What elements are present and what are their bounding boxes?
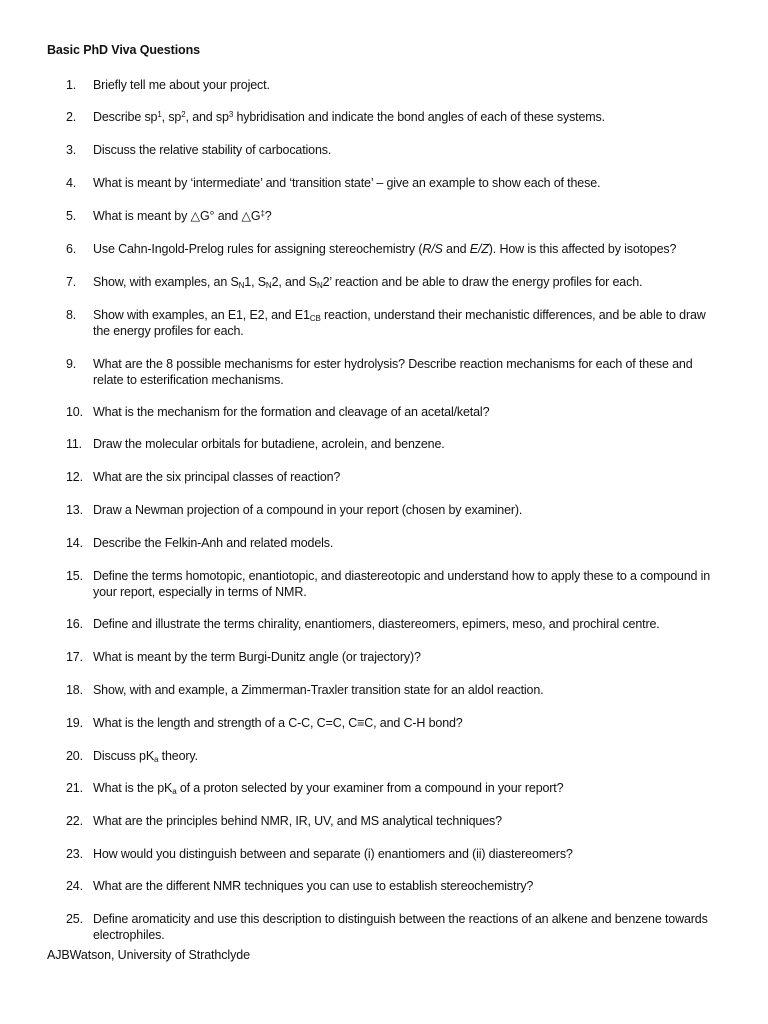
question-item <box>66 715 716 731</box>
question-text: Draw the molecular orbitals for butadiene, acrolein, and benzene. <box>93 437 445 451</box>
question-item <box>66 436 716 452</box>
question-number: 6. <box>66 242 77 256</box>
question-text: Describe the Felkin-Anh and related models. <box>93 536 334 550</box>
question-item <box>66 878 716 894</box>
question-item <box>66 780 716 796</box>
question-text: What is meant by △G° and △G‡? <box>93 209 272 223</box>
question-item <box>66 208 716 224</box>
question-item <box>66 748 716 764</box>
question-number: 15. <box>66 569 83 583</box>
question-text: Draw a Newman projection of a compound in your report (chosen by examiner). <box>93 503 523 517</box>
question-text: What is the $pK_a$ of a proton selected by your examiner from a compound in your report? <box>93 781 564 796</box>
document-title: Basic PhD Viva Questions <box>47 43 200 57</box>
question-item <box>66 502 716 518</box>
question-number: 20. <box>66 749 83 763</box>
question-text: How would you distinguish between and separate (i) enantiomers and (ii) diastereomers? <box>93 847 573 861</box>
question-item <box>66 911 716 943</box>
question-number: 17. <box>66 650 83 664</box>
question-text: What are the six principal classes of reaction? <box>93 470 341 484</box>
question-number: 5. <box>66 209 77 223</box>
question-item <box>66 469 716 485</box>
question-item <box>66 109 716 125</box>
question-number: 1. <box>66 78 77 92</box>
question-number: 12. <box>66 470 83 484</box>
question-number: 25. <box>66 912 83 926</box>
question-text: Describe $sp^1$, $sp^2$, and $sp^3$ hybridisation and indicate the bond angles of each of these systems. <box>93 110 605 124</box>
question-item <box>66 175 716 191</box>
question-item <box>66 682 716 698</box>
question-number: 22. <box>66 814 83 828</box>
question-item <box>66 274 716 290</box>
question-item <box>66 616 716 632</box>
question-text: Show, with and example, a Zimmerman-Traxler transition state for an aldol reaction. <box>93 683 544 697</box>
question-text: What is the length and strength of a C-C, C=C, C≡C, and C-H bond? <box>93 716 463 730</box>
question-text: What are the different NMR techniques you can use to establish stereochemistry? <box>93 879 534 893</box>
question-item <box>66 404 716 420</box>
question-item <box>66 241 716 257</box>
question-number: 10. <box>66 405 83 419</box>
question-text: Show with examples, an E1, E2, and $E1_{CB}$ reaction, understand their mechanistic differences, and be able to draw the energy profiles for each. <box>93 308 706 338</box>
question-item <box>66 356 716 388</box>
question-number: 13. <box>66 503 83 517</box>
question-number: 7. <box>66 275 77 289</box>
question-number: 9. <box>66 357 77 371</box>
question-text: Briefly tell me about your project. <box>93 78 270 92</box>
question-number: 23. <box>66 847 83 861</box>
question-item <box>66 142 716 158</box>
question-number: 3. <box>66 143 77 157</box>
question-text: What are the 8 possible mechanisms for ester hydrolysis? Describe reaction mechanisms for each of these and relate to esterification mechanisms. <box>93 357 693 387</box>
question-text: Define and illustrate the terms chirality, enantiomers, diastereomers, epimers, meso, and prochiral centre. <box>93 617 660 631</box>
question-item <box>66 813 716 829</box>
question-text: What is the mechanism for the formation and cleavage of an acetal/ketal? <box>93 405 490 419</box>
question-number: 8. <box>66 308 77 322</box>
question-text: Define aromaticity and use this description to distinguish between the reactions of an alkene and benzene towards electrophiles. <box>93 912 708 942</box>
question-item <box>66 649 716 665</box>
question-text: Use Cahn-Ingold-Prelog rules for assigning stereochemistry (R/S and E/Z). How is this affected by isotopes? <box>93 242 677 256</box>
document-footer: AJBWatson, University of Strathclyde <box>47 948 250 962</box>
question-number: 24. <box>66 879 83 893</box>
question-text: What is meant by ‘intermediate’ and ‘transition state’ – give an example to show each of these. <box>93 176 601 190</box>
question-number: 14. <box>66 536 83 550</box>
question-text: What are the principles behind NMR, IR, UV, and MS analytical techniques? <box>93 814 502 828</box>
question-text: What is meant by the term Burgi-Dunitz angle (or trajectory)? <box>93 650 421 664</box>
question-number: 18. <box>66 683 83 697</box>
question-number: 21. <box>66 781 83 795</box>
question-text: Discuss $pK_a$ theory. <box>93 749 198 764</box>
question-item <box>66 77 716 93</box>
question-number: 4. <box>66 176 77 190</box>
question-number: 16. <box>66 617 83 631</box>
question-number: 19. <box>66 716 83 730</box>
question-item <box>66 535 716 551</box>
question-text: Define the terms homotopic, enantiotopic, and diastereotopic and understand how to apply these to a compound in your report, especially in terms of NMR. <box>93 569 711 599</box>
question-item <box>66 846 716 862</box>
question-text: Discuss the relative stability of carbocations. <box>93 143 332 157</box>
question-number: 2. <box>66 110 77 124</box>
question-item <box>66 307 716 339</box>
question-item <box>66 568 716 600</box>
question-number: 11. <box>66 437 82 451</box>
question-text: Show, with examples, an $S_N1$, $S_N2$, and $S_N2$’ reaction and be able to draw the energy profiles for each. <box>93 275 643 290</box>
